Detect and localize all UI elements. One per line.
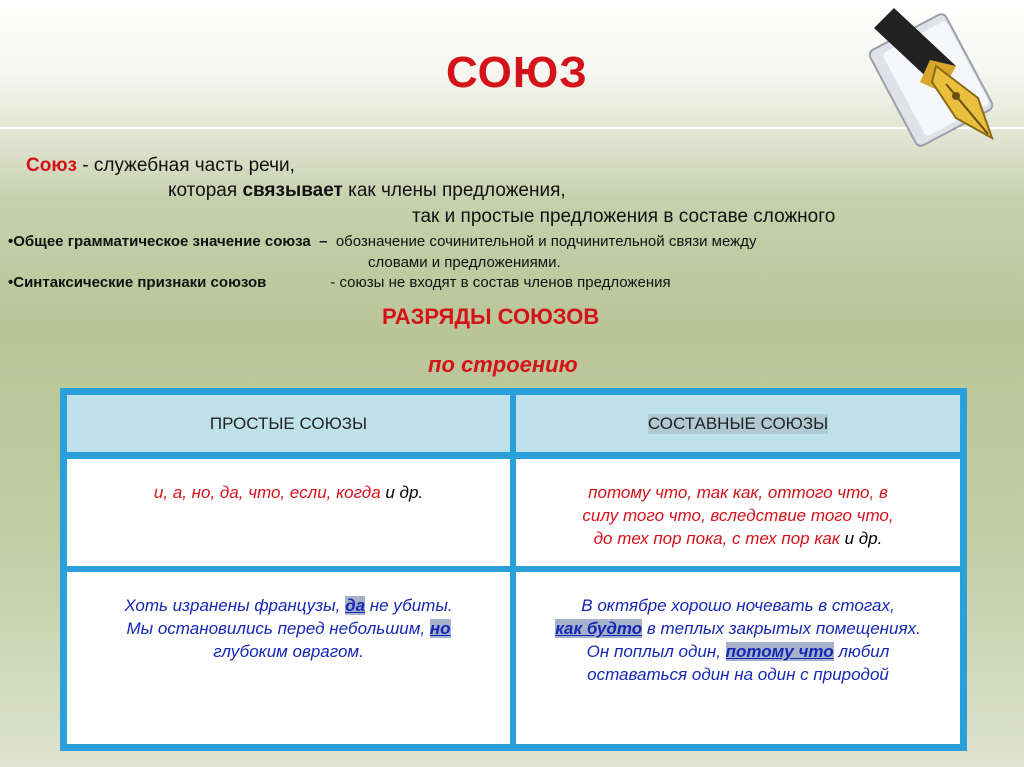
meaning-line [8, 233, 756, 250]
meaning-text-1: обозначение сочинительной и подчинительной связи между [335, 233, 757, 250]
cell-simple-sentences [67, 572, 510, 744]
compound-examples-line-3: до тех пор пока, с тех пор как [593, 529, 840, 548]
fountain-pen-icon [860, 6, 1010, 156]
compound-examples-suffix: и др. [839, 529, 883, 548]
simple-sentence-3: глубоким оврагом. [213, 642, 364, 661]
section-subtitle: по строению [428, 352, 578, 377]
simple-sentence-2-pre: Мы остановились перед небольшим, [126, 619, 426, 638]
cell-compound-sentences [516, 572, 960, 744]
conjunction-table [60, 388, 967, 751]
definition-line-1 [26, 155, 295, 177]
cell-simple-examples [67, 459, 510, 566]
definition-line2-post: как члены предложения, [342, 180, 566, 201]
simple-sentence-1-pre: Хоть изранены французы, [124, 596, 346, 615]
compound-examples-line-1: потому что, так как, оттого что, в [588, 483, 888, 502]
definition-line2-bold: связывает [242, 180, 343, 201]
compound-sentence-3-conj: потому что [725, 642, 834, 661]
syntax-label: •Синтаксические признаки союзов [8, 274, 267, 291]
header-compound-label: СОСТАВНЫЕ СОЮЗЫ [647, 413, 829, 433]
section-title: РАЗРЯДЫ СОЮЗОВ [382, 304, 600, 329]
cell-compound-examples [516, 459, 960, 566]
meaning-dash: – [319, 233, 328, 250]
compound-sentence-2-post: в теплых закрытых помещениях. [642, 619, 921, 638]
simple-sentence-2-conj: но [429, 619, 451, 638]
compound-examples-line-2: силу того что, вследствие того что, [582, 506, 894, 525]
definition-line-3: так и простые предложения в составе сложного [412, 206, 836, 227]
simple-sentence-1-conj: да [345, 596, 366, 615]
compound-sentence-4: оставаться один на один с природой [587, 665, 889, 684]
definition-line1-text: - служебная часть речи, [77, 155, 295, 176]
header-compound [516, 395, 960, 452]
meaning-label: •Общее грамматическое значение союза [8, 233, 311, 250]
definition-term: Союз [26, 155, 77, 176]
compound-sentence-3-post: любил [833, 642, 890, 661]
syntax-text: - союзы не входят в состав членов предложения [330, 274, 671, 291]
header-simple: ПРОСТЫЕ СОЮЗЫ [67, 395, 510, 452]
meaning-text-2: словами и предложениями. [368, 254, 561, 271]
compound-sentence-1: В октябре хорошо ночевать в стогах, [581, 596, 895, 615]
syntax-line [8, 274, 671, 291]
definition-line-2 [168, 180, 566, 202]
compound-sentence-3-pre: Он поплыл один, [586, 642, 726, 661]
simple-sentence-1-post: не убиты. [365, 596, 453, 615]
simple-examples: и, а, но, да, что, если, когда [153, 483, 381, 502]
slide-title: СОЮЗ [446, 48, 588, 97]
compound-sentence-2-conj: как будто [555, 619, 643, 638]
definition-line2-pre: которая [168, 180, 243, 201]
simple-examples-suffix: и др. [380, 483, 424, 502]
